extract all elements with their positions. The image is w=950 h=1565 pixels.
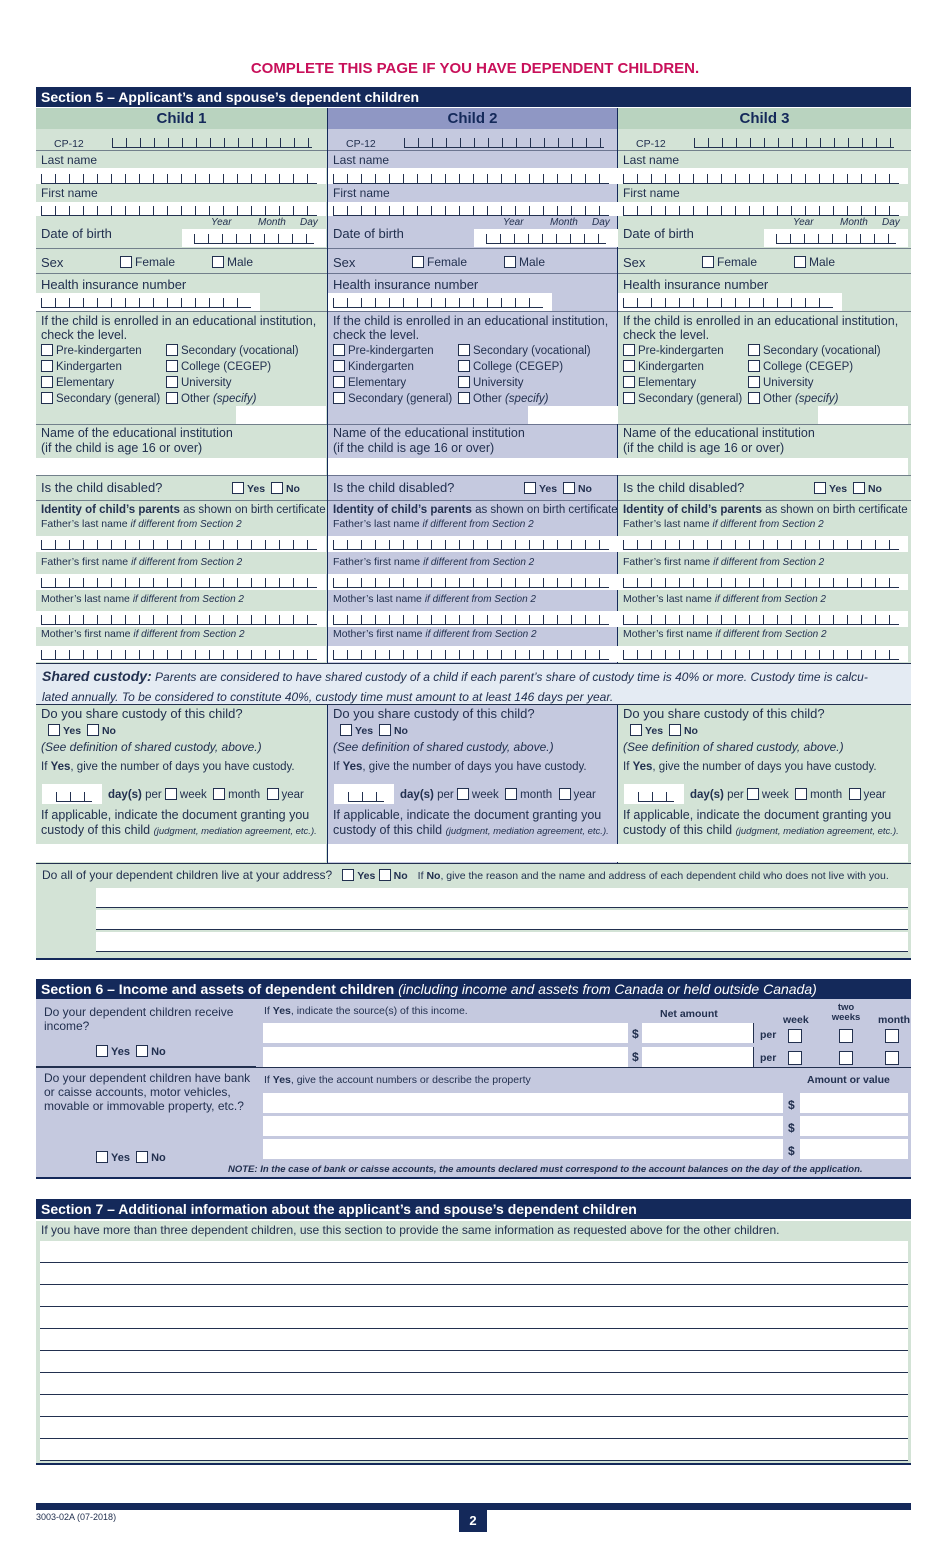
shared-custody-label: Shared custody: — [42, 668, 152, 684]
child3-level-label-6: University — [763, 377, 814, 389]
section5-header: Section 5 – Applicant’s and spouse’s dependent children — [36, 87, 911, 107]
child2-share-yes-checkbox[interactable] — [340, 724, 352, 736]
child3-level-checkbox-7[interactable] — [748, 392, 760, 404]
child2-days-label: day(s) — [400, 789, 434, 801]
dollar-sign-1: $ — [632, 1027, 639, 1041]
child2-share-yes-label: Yes — [355, 725, 374, 737]
child1-level-checkbox-7[interactable] — [166, 392, 178, 404]
child1-level-checkbox-1[interactable] — [41, 360, 53, 372]
child2-disabled-no-checkbox[interactable] — [563, 482, 575, 494]
child3-level-checkbox-0[interactable] — [623, 344, 635, 356]
live-question: Do all of your dependent children live at your address? — [42, 868, 333, 882]
child1-month-checkbox[interactable] — [213, 788, 225, 800]
asset-desc-3[interactable] — [263, 1139, 783, 1159]
income-yes-label: Yes — [111, 1046, 130, 1058]
child3-applicable-label: If applicable, indicate the document granting you custody of this child (judgment, mediation agreement, etc.). — [623, 808, 899, 837]
assets-no-label: No — [151, 1152, 166, 1164]
child3-level-label-3: Secondary (general) — [638, 393, 743, 405]
child1-level-label-1: Kindergarten — [56, 361, 122, 373]
child1-days-instruction: If Yes, give the number of days you have custody. — [41, 761, 295, 773]
child1-applicable-label: If applicable, indicate the document granting you custody of this child (judgment, mediation agreement, etc.). — [41, 808, 317, 837]
child1-year-label: Year — [211, 217, 232, 228]
shared-custody-definition — [36, 663, 911, 705]
child2-share-question: Do you share custody of this child? — [333, 706, 535, 721]
section7-lines[interactable] — [40, 1241, 908, 1461]
child3-disabled-no-label: No — [867, 483, 882, 495]
child2-hin-label: Health insurance number — [333, 277, 479, 292]
child3-level-label-4: Secondary (vocational) — [763, 345, 881, 357]
child2-level-checkbox-0[interactable] — [333, 344, 345, 356]
section7-text: If you have more than three dependent children, use this section to provide the same information as requested above for the other children. — [41, 1223, 780, 1237]
child3-level-label-1: Kindergarten — [638, 361, 704, 373]
child3-male-checkbox[interactable] — [794, 256, 806, 268]
income2-two-weeks-checkbox[interactable] — [839, 1051, 853, 1065]
child2-year-opt-label: year — [573, 789, 596, 801]
child2-year-checkbox[interactable] — [559, 788, 571, 800]
child3-father_last-label: Father’s last name if different from Section 2 — [623, 518, 824, 530]
child1-days-label: day(s) — [108, 789, 142, 801]
child2-father_first-label: Father’s first name if different from Section 2 — [333, 556, 535, 568]
income1-month-checkbox[interactable] — [885, 1029, 899, 1043]
child1-institution-field[interactable] — [36, 458, 326, 475]
child1-level-label-2: Elementary — [56, 377, 115, 389]
child2-last-name-label: Last name — [333, 153, 390, 167]
child2-custody-document-field[interactable] — [328, 844, 618, 862]
section6-title: Section 6 – Income and assets of dependent children — [41, 981, 395, 997]
income-no-label: No — [151, 1046, 166, 1058]
child1-female-label: Female — [135, 255, 176, 269]
child1-hin-label: Health insurance number — [41, 277, 187, 292]
two-weeks-label: two weeks — [831, 1002, 861, 1023]
child1-male-label: Male — [227, 255, 254, 269]
child3-disabled-yes-label: Yes — [829, 483, 848, 495]
child2-level-label-6: University — [473, 377, 524, 389]
live-yes-checkbox[interactable] — [342, 869, 354, 881]
child1-disabled-no-checkbox[interactable] — [271, 482, 283, 494]
child1-father_last-label: Father’s last name if different from Section 2 — [41, 518, 242, 530]
child3-year-opt-label: year — [863, 789, 886, 801]
child1-level-label-6: University — [181, 377, 232, 389]
child3-month-label: Month — [840, 217, 868, 228]
live-no-checkbox[interactable] — [379, 869, 391, 881]
child1-edu-question: If the child is enrolled in an educational institution, check the level. — [41, 314, 317, 342]
child1-last-name-label: Last name — [41, 153, 98, 167]
child2-level-label-7: Other — [473, 393, 502, 405]
child2-level-checkbox-7[interactable] — [458, 392, 470, 404]
child3-year-label: Year — [793, 217, 814, 228]
child3-month-opt-label: month — [810, 789, 843, 801]
child2-identity-label: Identity of child’s parents as shown on birth certificate — [333, 504, 618, 516]
child2-level-checkbox-2[interactable] — [333, 376, 345, 388]
child3-female-checkbox[interactable] — [702, 256, 714, 268]
child3-hin-label: Health insurance number — [623, 277, 769, 292]
child3-days-label: day(s) — [690, 789, 724, 801]
child2-disabled-yes-checkbox[interactable] — [524, 482, 536, 494]
child3-column: Child 3 CP-12 Last name First name Year Month Day Date of birth Sex Female Male Health insurance number If the child is enrolled in an educational institution, check the level. Pre-kindergarten Kindergarten Elementary Secondary (general) Secondary (vocational) College (CEGEP) University Other (specify) Name of the educational institution (if the child is age 16 or over) Is the child disabled? Yes No Identity of child’s parents as shown on birth certificate Father’s last name if different from Section 2 Father’s first name if different from Section 2 Mother’s last name if different from Section 2 Mother’s first name if different from Section 2 Do you share custody of this child? Yes No (See definition of shared custody, above.) If Yes, give the number of days you have custody. day(s) per week month year If applicable, indicate the document granting you custody of this child (judgment, mediation agreement, etc.). — [618, 108, 911, 863]
child2-level-label-1: Kindergarten — [348, 361, 414, 373]
shared-custody-text2: lated annually. To be considered to constitute 40%, custody time must amount to at least 146 days per year. — [42, 690, 614, 704]
child1-dob-label: Date of birth — [41, 226, 112, 241]
child1-level-label-0: Pre-kindergarten — [56, 345, 142, 357]
child2-level-label-0: Pre-kindergarten — [348, 345, 434, 357]
child1-level-checkbox-3[interactable] — [41, 392, 53, 404]
section6-note: NOTE: In the case of bank or caisse accounts, the amounts declared must correspond to the account balances on the day of the application. — [228, 1164, 863, 1175]
child3-level-checkbox-4[interactable] — [748, 344, 760, 356]
child1-column: Child 1 CP-12 Last name First name Year Month Day Date of birth Sex Female Male Health insurance number If the child is enrolled in an educational institution, check the level. Pre-kindergarten Kindergarten Elementary Secondary (general) Secondary (vocational) College (CEGEP) University Other (specify) Name of the educational institution (if the child is age 16 or over) Is the child disabled? Yes No Identity of child’s parents as shown on birth certificate Father’s last name if different from Section 2 Father’s first name if different from Section 2 Mother’s last name if different from Section 2 Mother’s first name if different from Section 2 Do you share custody of this child? Yes No (See definition of shared custody, above.) If Yes, give the number of days you have custody. day(s) per week month year If applicable, indicate the document granting you custody of this child (judgment, mediation agreement, etc.). — [36, 108, 328, 863]
child2-month-opt-label: month — [520, 789, 553, 801]
child3-share-no-label: No — [683, 725, 698, 737]
child1-month-label: Month — [258, 217, 286, 228]
child1-month-opt-label: month — [228, 789, 261, 801]
child1-disabled-yes-label: Yes — [247, 483, 266, 495]
child1-share-yes-label: Yes — [63, 725, 82, 737]
child2-disabled-yes-label: Yes — [539, 483, 558, 495]
child3-institution-field[interactable] — [618, 458, 908, 475]
asset-amount-3[interactable] — [800, 1139, 908, 1159]
child2-male-checkbox[interactable] — [504, 256, 516, 268]
income-source-1[interactable] — [263, 1023, 628, 1043]
income-no-checkbox[interactable] — [136, 1045, 148, 1057]
income-yes-checkbox[interactable] — [96, 1045, 108, 1057]
child2-institution-label: Name of the educational institution (if the child is age 16 or over) — [333, 426, 525, 455]
income2-month-checkbox[interactable] — [885, 1051, 899, 1065]
live-no-label: No — [393, 870, 408, 882]
child3-last-name-label: Last name — [623, 153, 680, 167]
child2-month-checkbox[interactable] — [505, 788, 517, 800]
page-title: COMPLETE THIS PAGE IF YOU HAVE DEPENDENT CHILDREN. — [250, 60, 700, 77]
form-code: 3003-02A (07-2018) — [36, 1512, 117, 1522]
child3-edu-question: If the child is enrolled in an educational institution, check the level. — [623, 314, 899, 342]
child2-other-specify-field[interactable] — [528, 406, 618, 424]
asset-amount-1[interactable] — [800, 1093, 908, 1113]
child3-cp12-label: CP-12 — [636, 138, 666, 150]
income1-week-checkbox[interactable] — [788, 1029, 802, 1043]
child2-level-checkbox-4[interactable] — [458, 344, 470, 356]
child3-share-no-checkbox[interactable] — [669, 724, 681, 736]
child1-cp12-label: CP-12 — [54, 138, 84, 150]
child2-week-checkbox[interactable] — [457, 788, 469, 800]
section7-header: Section 7 – Additional information about the applicant’s and spouse’s dependent children — [36, 1199, 911, 1219]
child1-identity-label: Identity of child’s parents as shown on birth certificate — [41, 504, 326, 516]
child2-first-name-label: First name — [333, 186, 390, 200]
child2-mother_last-label: Mother’s last name if different from Section 2 — [333, 593, 536, 605]
child3-level-checkbox-2[interactable] — [623, 376, 635, 388]
child1-level-label-5: College (CEGEP) — [181, 361, 272, 373]
child3-dob-label: Date of birth — [623, 226, 694, 241]
child1-mother_last-label: Mother’s last name if different from Section 2 — [41, 593, 244, 605]
child1-level-label-3: Secondary (general) — [56, 393, 161, 405]
child3-level-checkbox-1[interactable] — [623, 360, 635, 372]
per-label-1: per — [760, 1029, 777, 1041]
child1-level-checkbox-0[interactable] — [41, 344, 53, 356]
child2-per-label: per — [437, 789, 454, 801]
child3-week-checkbox[interactable] — [747, 788, 759, 800]
assets-hint: If Yes, give the account numbers or describe the property — [264, 1074, 531, 1086]
asset-dollar-1: $ — [788, 1098, 795, 1112]
section6-header — [36, 979, 911, 999]
amount-value-label: Amount or value — [807, 1074, 890, 1086]
child1-year-checkbox[interactable] — [267, 788, 279, 800]
child2-day-label: Day — [592, 217, 610, 228]
assets-yes-checkbox[interactable] — [96, 1151, 108, 1163]
child3-father_first-label: Father’s first name if different from Section 2 — [623, 556, 825, 568]
child1-institution-label: Name of the educational institution (if the child is age 16 or over) — [41, 426, 233, 455]
child2-sex-label: Sex — [333, 255, 356, 270]
child3-female-label: Female — [717, 255, 758, 269]
child2-edu-question: If the child is enrolled in an educational institution, check the level. — [333, 314, 609, 342]
child2-days-instruction: If Yes, give the number of days you have custody. — [333, 761, 587, 773]
child2-disabled-label: Is the child disabled? — [333, 480, 455, 495]
week-label: week — [783, 1014, 809, 1026]
child2-level-label-5: College (CEGEP) — [473, 361, 564, 373]
child3-institution-label: Name of the educational institution (if the child is age 16 or over) — [623, 426, 815, 455]
child2-see-definition: (See definition of shared custody, above.) — [333, 740, 554, 754]
income1-two-weeks-checkbox[interactable] — [839, 1029, 853, 1043]
children-address-box — [36, 863, 911, 960]
child1-disabled-no-label: No — [285, 483, 300, 495]
child1-week-checkbox[interactable] — [165, 788, 177, 800]
child3-male-label: Male — [809, 255, 836, 269]
child2-applicable-label: If applicable, indicate the document granting you custody of this child (judgment, mediation agreement, etc.). — [333, 808, 609, 837]
income2-week-checkbox[interactable] — [788, 1051, 802, 1065]
child1-father_first-label: Father’s first name if different from Section 2 — [41, 556, 243, 568]
child3-level-label-0: Pre-kindergarten — [638, 345, 724, 357]
child2-male-label: Male — [519, 255, 546, 269]
child3-first-name-label: First name — [623, 186, 680, 200]
child3-custody-document-field[interactable] — [618, 844, 908, 862]
child2-level-checkbox-3[interactable] — [333, 392, 345, 404]
child1-day-label: Day — [300, 217, 318, 228]
address-line-2[interactable] — [96, 910, 908, 930]
child1-header: Child 1 — [36, 108, 327, 129]
child1-level-checkbox-4[interactable] — [166, 344, 178, 356]
asset-amount-2[interactable] — [800, 1116, 908, 1136]
child1-level-checkbox-2[interactable] — [41, 376, 53, 388]
child3-level-label-7: Other — [763, 393, 792, 405]
child2-level-label-2: Elementary — [348, 377, 407, 389]
child2-level-label-4: Secondary (vocational) — [473, 345, 591, 357]
asset-dollar-3: $ — [788, 1144, 795, 1158]
child3-level-label-2: Elementary — [638, 377, 697, 389]
child3-per-label: per — [727, 789, 744, 801]
child1-disabled-yes-checkbox[interactable] — [232, 482, 244, 494]
child3-disabled-no-checkbox[interactable] — [853, 482, 865, 494]
assets-question: Do your dependent children have bank or caisse accounts, motor vehicles, movable or immovable property, etc.? — [44, 1071, 251, 1113]
child1-mother_first-label: Mother’s first name if different from Section 2 — [41, 628, 245, 640]
child3-identity-label: Identity of child’s parents as shown on birth certificate — [623, 504, 908, 516]
net-amount-2[interactable] — [642, 1047, 754, 1067]
child3-day-label: Day — [882, 217, 900, 228]
child1-share-no-label: No — [101, 725, 116, 737]
child3-mother_first-label: Mother’s first name if different from Section 2 — [623, 628, 827, 640]
child3-other-specify-field[interactable] — [818, 406, 908, 424]
income-hint: If Yes, indicate the source(s) of this income. — [264, 1005, 468, 1017]
child3-disabled-yes-checkbox[interactable] — [814, 482, 826, 494]
child2-year-label: Year — [503, 217, 524, 228]
assets-no-checkbox[interactable] — [136, 1151, 148, 1163]
child1-per-label: per — [145, 789, 162, 801]
child2-column: Child 2 CP-12 Last name First name Year Month Day Date of birth Sex Female Male Health insurance number If the child is enrolled in an educational institution, check the level. Pre-kindergarten Kindergarten Elementary Secondary (general) Secondary (vocational) College (CEGEP) University Other (specify) Name of the educational institution (if the child is age 16 or over) Is the child disabled? Yes No Identity of child’s parents as shown on birth certificate Father’s last name if different from Section 2 Father’s first name if different from Section 2 Mother’s last name if different from Section 2 Mother’s first name if different from Section 2 Do you share custody of this child? Yes No (See definition of shared custody, above.) If Yes, give the number of days you have custody. day(s) per week month year If applicable, indicate the document granting you custody of this child (judgment, mediation agreement, etc.). — [328, 108, 618, 863]
income-question: Do your dependent children receive income? — [44, 1005, 234, 1033]
child2-level-checkbox-5[interactable] — [458, 360, 470, 372]
dollar-sign-2: $ — [632, 1050, 639, 1064]
child1-custody-document-field[interactable] — [36, 844, 326, 862]
asset-dollar-2: $ — [788, 1121, 795, 1135]
shared-custody-text: Parents are considered to have shared custody of a child if each parent’s share of custody time is 40% or more. Custody time is calcu- — [155, 670, 868, 684]
live-yes-label: Yes — [357, 870, 376, 882]
child2-institution-field[interactable] — [328, 458, 618, 475]
child1-level-label-4: Secondary (vocational) — [181, 345, 299, 357]
child3-level-label-5: College (CEGEP) — [763, 361, 854, 373]
child1-share-question: Do you share custody of this child? — [41, 706, 243, 721]
child2-cp12-label: CP-12 — [346, 138, 376, 150]
address-line-3[interactable] — [96, 932, 908, 952]
per-label-2: per — [760, 1052, 777, 1064]
page-number: 2 — [459, 1510, 487, 1532]
child2-father_last-label: Father’s last name if different from Section 2 — [333, 518, 534, 530]
child3-sex-label: Sex — [623, 255, 646, 270]
live-instruction: If No, give the reason and the name and address of each dependent child who does not live with you. — [417, 870, 889, 882]
child3-mother_last-label: Mother’s last name if different from Section 2 — [623, 593, 826, 605]
child1-female-checkbox[interactable] — [120, 256, 132, 268]
child1-see-definition: (See definition of shared custody, above.) — [41, 740, 262, 754]
child3-level-checkbox-5[interactable] — [748, 360, 760, 372]
child1-year-opt-label: year — [281, 789, 304, 801]
section6-title-note: (including income and assets from Canada or held outside Canada) — [398, 981, 817, 997]
child2-level-checkbox-6[interactable] — [458, 376, 470, 388]
child3-see-definition: (See definition of shared custody, above.) — [623, 740, 844, 754]
child2-share-no-label: No — [393, 725, 408, 737]
child1-first-name-label: First name — [41, 186, 98, 200]
child3-days-instruction: If Yes, give the number of days you have custody. — [623, 761, 877, 773]
assets-yes-label: Yes — [111, 1152, 130, 1164]
income-source-2[interactable] — [263, 1047, 628, 1067]
net-amount-label: Net amount — [660, 1008, 718, 1020]
child1-level-label-7: Other — [181, 393, 210, 405]
child3-week-label: week — [761, 789, 789, 801]
child1-disabled-label: Is the child disabled? — [41, 480, 163, 495]
asset-desc-1[interactable] — [263, 1093, 783, 1113]
asset-desc-2[interactable] — [263, 1116, 783, 1136]
child2-level-checkbox-1[interactable] — [333, 360, 345, 372]
net-amount-1[interactable] — [642, 1023, 754, 1043]
section7-body — [36, 1221, 911, 1465]
child2-header: Child 2 — [328, 108, 617, 129]
child3-disabled-label: Is the child disabled? — [623, 480, 745, 495]
footer-bar — [36, 1503, 911, 1510]
child1-share-no-checkbox[interactable] — [87, 724, 99, 736]
child3-share-yes-checkbox[interactable] — [630, 724, 642, 736]
child2-dob-label: Date of birth — [333, 226, 404, 241]
month-label: month — [878, 1014, 911, 1026]
child1-other-specify-field[interactable] — [236, 406, 326, 424]
child3-header: Child 3 — [618, 108, 911, 129]
child1-level-checkbox-6[interactable] — [166, 376, 178, 388]
child2-female-label: Female — [427, 255, 468, 269]
child2-month-label: Month — [550, 217, 578, 228]
child1-week-label: week — [179, 789, 207, 801]
child2-week-label: week — [471, 789, 499, 801]
child2-mother_first-label: Mother’s first name if different from Section 2 — [333, 628, 537, 640]
child2-share-no-checkbox[interactable] — [379, 724, 391, 736]
child2-disabled-no-label: No — [577, 483, 592, 495]
child3-year-checkbox[interactable] — [849, 788, 861, 800]
child1-share-yes-checkbox[interactable] — [48, 724, 60, 736]
child1-sex-label: Sex — [41, 255, 64, 270]
child3-month-checkbox[interactable] — [795, 788, 807, 800]
child1-male-checkbox[interactable] — [212, 256, 224, 268]
address-line-1[interactable] — [96, 888, 908, 908]
child2-female-checkbox[interactable] — [412, 256, 424, 268]
child1-level-checkbox-5[interactable] — [166, 360, 178, 372]
child3-share-question: Do you share custody of this child? — [623, 706, 825, 721]
child2-level-label-3: Secondary (general) — [348, 393, 453, 405]
child3-level-checkbox-6[interactable] — [748, 376, 760, 388]
section6-body — [36, 999, 911, 1179]
child3-share-yes-label: Yes — [645, 725, 664, 737]
child3-level-checkbox-3[interactable] — [623, 392, 635, 404]
